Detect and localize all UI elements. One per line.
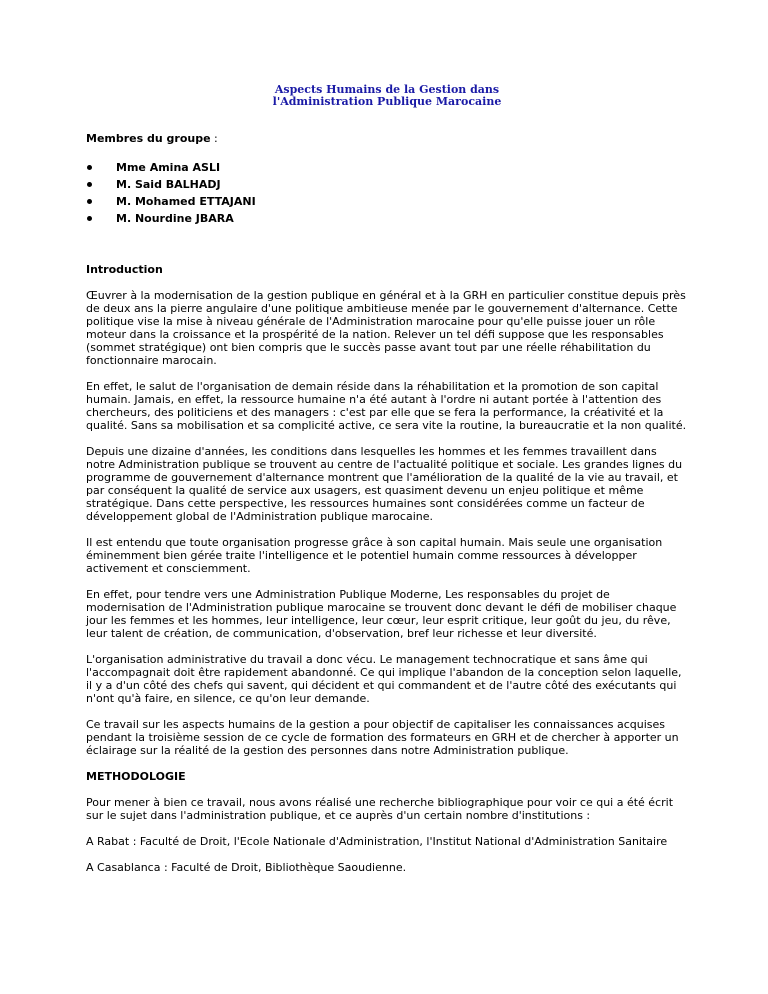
document-page bbox=[86, 84, 688, 887]
paragraph: Œuvrer à la modernisation de la gestion publique en général et à la GRH en particulier constitue depuis près de deux ans la pierre angulaire d'une politique ambitieuse menée par le gouvernement d'alternance. Cette politique vise la mise à niveau générale de l'Administration marocaine pour qu'elle puisse jouer un rôle moteur dans la croissance et la prospérité de la nation. Relever un tel défi suppose que les responsables (sommet stratégique) ont bien compris que le succès passe avant tout par une réelle réhabilitation du fonctionnaire marocain. bbox=[86, 289, 686, 367]
paragraph: Il est entendu que toute organisation progresse grâce à son capital humain. Mais seule une organisation éminemment bien gérée traite l'intelligence et le potentiel humain comme ressources à développer activement et consciemment. bbox=[86, 536, 663, 575]
methodologie-heading: METHODOLOGIE bbox=[86, 770, 186, 783]
paragraph: Ce travail sur les aspects humains de la gestion a pour objectif de capitaliser les connaissances acquises pendant la troisième session de ce cycle de formation des formateurs en GRH et de chercher à apporter un éclairage sur la réalité de la gestion des personnes dans notre Administration publique. bbox=[86, 718, 679, 757]
paragraph: En effet, le salut de l'organisation de demain réside dans la réhabilitation et la promotion de son capital humain. Jamais, en effet, la ressource humaine n'a été autant à l'ordre ni autant portée à l'attention des chercheurs, des politiciens et des managers : c'est par elle que se fera la performance, la créativité et la qualité. Sans sa mobilisation et sa complicité active, ce sera vite la routine, la bureaucratie et la non qualité. bbox=[86, 380, 687, 432]
list-item: M. Said BALHADJ bbox=[86, 176, 688, 193]
paragraph: A Rabat : Faculté de Droit, l'Ecole Nationale d'Administration, l'Institut National d'Administration Sanitaire bbox=[86, 835, 668, 848]
paragraph: Pour mener à bien ce travail, nous avons réalisé une recherche bibliographique pour voir ce qui a été écrit sur le sujet dans l'administration publique, et ce auprès d'un certain nombre d'institutions : bbox=[86, 796, 674, 822]
list-item: Mme Amina ASLI bbox=[86, 159, 688, 176]
document-title bbox=[86, 84, 688, 108]
paragraph: Depuis une dizaine d'années, les conditions dans lesquelles les hommes et les femmes travaillent dans notre Administration publique se trouvent au centre de l'actualité politique et sociale. Les grandes lignes du programme de gouvernement d'alternance montrent que l'amélioration de la qualité de la vie au travail, et par conséquent la qualité de service aux usagers, est quasiment devenu un enjeu politique et même stratégique. Dans cette perspective, les ressources humaines sont considérées comme un facteur de développement global de l'Administration publique marocaine. bbox=[86, 445, 683, 523]
title-line-1: Aspects Humains de la Gestion dans bbox=[274, 83, 500, 96]
paragraph: L'organisation administrative du travail a donc vécu. Le management technocratique et sans âme qui l'accompagnait doit être rapidement abandonné. Ce qui implique l'abandon de la conception selon laquelle, il y a d'un côté des chefs qui savent, qui décident et qui commandent et de l'autre côté des exécutants qui n'ont qu'à faire, en silence, ce qu'on leur demande. bbox=[86, 653, 682, 705]
members-label bbox=[86, 132, 688, 145]
paragraph: En effet, pour tendre vers une Administration Publique Moderne, Les responsables du projet de modernisation de l'Administration publique marocaine se trouvent donc devant le défi de mobiliser chaque jour les femmes et les hommes, leur intelligence, leur cœur, leur esprit critique, leur goût du jeu, du rêve, leur talent de création, de communication, d'observation, bref leur richesse et leur diversité. bbox=[86, 588, 677, 640]
title-line-2: l'Administration Publique Marocaine bbox=[272, 95, 502, 108]
paragraph: A Casablanca : Faculté de Droit, Bibliothèque Saoudienne. bbox=[86, 861, 407, 874]
list-item: M. Nourdine JBARA bbox=[86, 210, 688, 227]
introduction-heading: Introduction bbox=[86, 263, 163, 276]
members-list bbox=[86, 159, 688, 227]
members-label-colon: : bbox=[210, 132, 218, 145]
members-label-text: Membres du groupe bbox=[86, 132, 211, 145]
list-item: M. Mohamed ETTAJANI bbox=[86, 193, 688, 210]
